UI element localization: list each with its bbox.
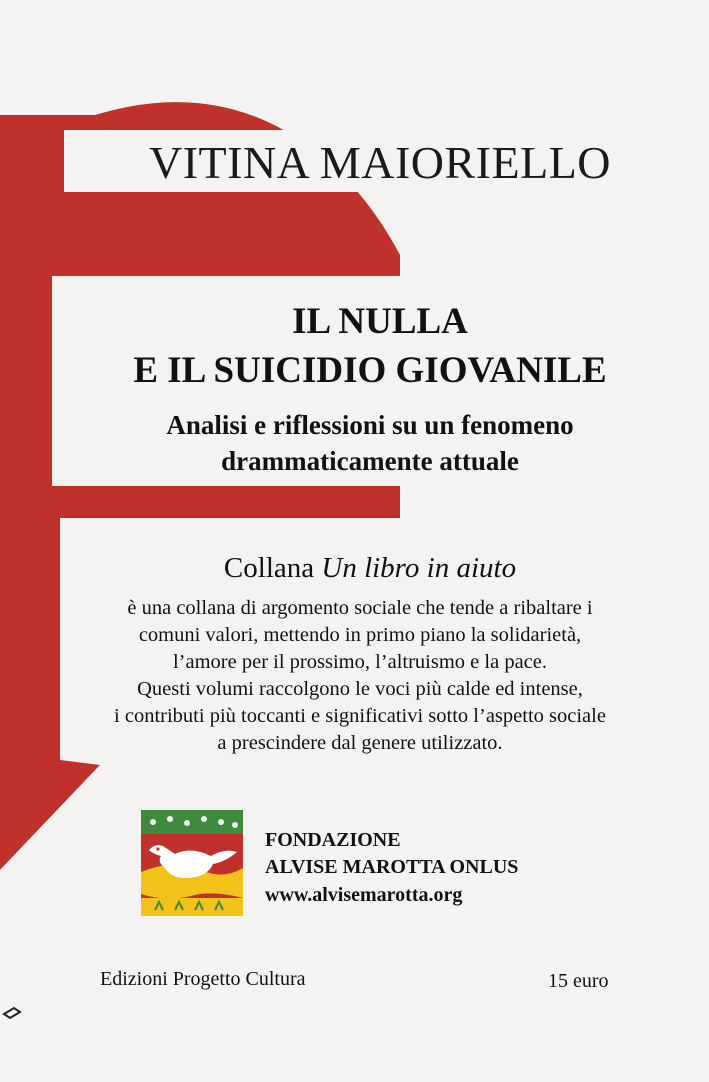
description-line: a prescindere dal genere utilizzato. bbox=[217, 732, 503, 754]
publisher-name: Edizioni Progetto Cultura bbox=[100, 968, 306, 990]
foundation-name-line-2: ALVISE MAROTTA ONLUS bbox=[265, 856, 519, 878]
description-line: Questi volumi raccolgono le voci più calde ed intense, bbox=[137, 678, 583, 700]
subtitle-line-1: Analisi e riflessioni su un fenomeno bbox=[166, 410, 574, 440]
author-name: VITINA MAIORIELLO bbox=[148, 137, 612, 188]
pen-mark-icon bbox=[2, 1000, 24, 1022]
price-label: 15 euro bbox=[548, 970, 609, 992]
subtitle-line-2: drammaticamente attuale bbox=[221, 446, 519, 476]
series-heading bbox=[40, 552, 700, 585]
series-prefix: Collana bbox=[223, 552, 322, 584]
description-line: l’amore per il prossimo, l’altruismo e la pace. bbox=[172, 651, 547, 673]
description-line: è una collana di argomento sociale che tende a ribaltare i bbox=[127, 597, 593, 619]
book-title-line-2: E IL SUICIDIO GIOVANILE bbox=[133, 350, 607, 391]
book-title-line-1: IL NULLA bbox=[292, 301, 468, 342]
dove-logo-icon bbox=[141, 810, 243, 916]
series-name: Un libro in aiuto bbox=[321, 552, 517, 584]
description-line: comuni valori, mettendo in primo piano la solidarietà, bbox=[138, 624, 582, 646]
foundation-website: www.alvisemarotta.org bbox=[265, 884, 463, 906]
description-line: i contributi più toccanti e significativi sotto l’aspetto sociale bbox=[114, 705, 606, 727]
foundation-name-line-1: FONDAZIONE bbox=[265, 829, 401, 851]
